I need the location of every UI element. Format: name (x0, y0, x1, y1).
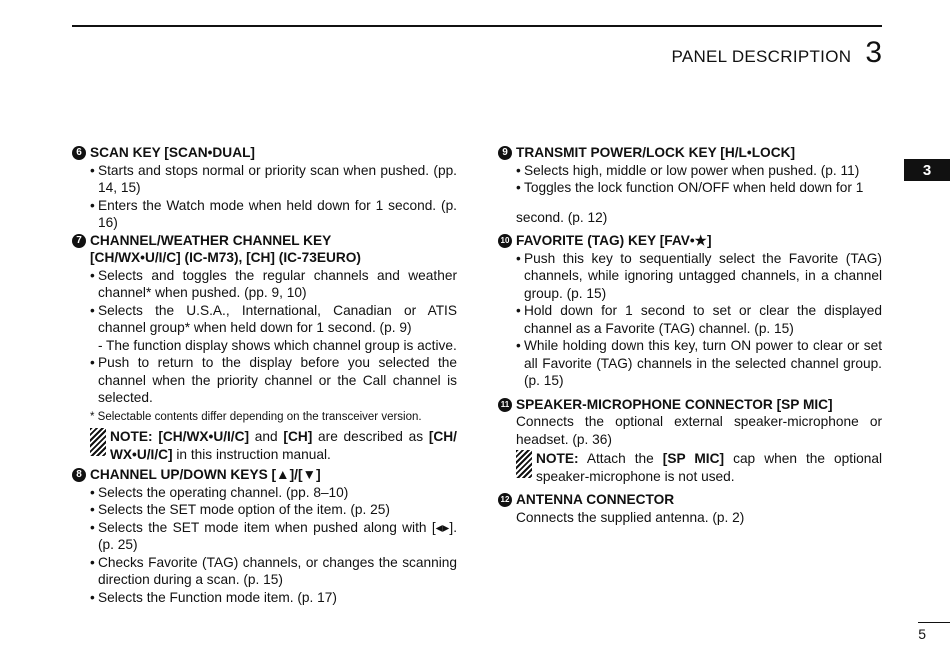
list-item: • Toggles the lock function ON/OFF when held down for 1 (516, 180, 864, 195)
note-block: NOTE: [CH/WX•U/I/C] and [CH] are described as [CH/ WX•U/I/C] in this instruction manual. (72, 428, 457, 463)
section-10-title: 10 FAVORITE (TAG) KEY [FAV•★] (498, 232, 882, 250)
section-6-title: 6 SCAN KEY [SCAN•DUAL] (72, 144, 457, 162)
section-9-title: 9 TRANSMIT POWER/LOCK KEY [H/L•LOCK] (498, 144, 882, 162)
section-7-title: 7 CHANNEL/WEATHER CHANNEL KEY (72, 232, 457, 250)
number-6-badge: 6 (72, 146, 86, 160)
section-12-text: Connects the supplied antenna. (p. 2) (516, 509, 745, 525)
note-icon (516, 450, 532, 478)
section-12-title: 12 ANTENNA CONNECTOR (498, 491, 882, 509)
chapter-number: 3 (865, 36, 882, 69)
page-number-rule (918, 622, 950, 623)
page-number: 5 (918, 626, 926, 642)
number-9-badge: 9 (498, 146, 512, 160)
number-12-badge: 12 (498, 493, 512, 507)
section-7-subtitle: [CH/WX•U/I/C] (IC-M73), [CH] (IC-73EURO) (90, 250, 361, 265)
top-rule (72, 25, 882, 27)
left-column (72, 144, 457, 606)
sub-item: - The function display shows which channel group is active. (98, 337, 457, 353)
list-item: • Selects the SET mode item when pushed along with [◂▸]. (p. 25) (90, 519, 457, 552)
list-item: • Selects the Function mode item. (p. 17) (90, 589, 337, 605)
list-item: • Selects high, middle or low power when pushed. (p. 11) (516, 162, 860, 178)
list-item-continuation: second. (p. 12) (516, 209, 608, 225)
list-item: • Hold down for 1 second to set or clear the displayed channel as a Favorite (TAG) channel. (p. 15) (516, 303, 882, 336)
right-column (498, 144, 882, 526)
note-icon (90, 428, 106, 456)
number-7-badge: 7 (72, 234, 86, 248)
number-8-badge: 8 (72, 468, 86, 482)
list-item: • Selects the SET mode option of the item. (p. 25) (90, 502, 390, 517)
section-title: PANEL DESCRIPTION (671, 47, 852, 66)
list-item: • Push this key to sequentially select the Favorite (TAG) channels, while ignoring untagged channels, in a channel group. (p. 15) (516, 250, 882, 301)
chapter-tab: 3 (904, 159, 950, 181)
note-block: NOTE: Attach the [SP MIC] cap when the optional speaker-microphone is not used. (498, 450, 882, 485)
list-item: • Selects the operating channel. (pp. 8–10) (90, 484, 349, 500)
list-item: • Checks Favorite (TAG) channels, or changes the scanning direction during a scan. (p. 15) (90, 554, 457, 587)
section-11-text: Connects the optional external speaker-microphone or headset. (p. 36) (516, 414, 882, 447)
number-11-badge: 11 (498, 398, 512, 412)
list-item: • Push to return to the display before you selected the channel when the priority channel or the Call channel is selected. (90, 355, 457, 405)
page-header (671, 36, 882, 70)
section-11-title: 11 SPEAKER-MICROPHONE CONNECTOR [SP MIC] (498, 396, 882, 414)
list-item: • While holding down this key, turn ON power to clear or set all Favorite (TAG) channels in the selected channel group. (p. 15) (516, 338, 882, 388)
number-10-badge: 10 (498, 234, 512, 248)
list-item: • Selects the U.S.A., International, Canadian or ATIS channel group* when held down for 1 second. (p. 9) (90, 302, 457, 335)
list-item: • Enters the Watch mode when held down for 1 second. (p. 16) (90, 197, 457, 230)
section-8-title: 8 CHANNEL UP/DOWN KEYS [▲]/[▼] (72, 466, 457, 484)
footnote: * Selectable contents differ depending on the transceiver version. (90, 410, 422, 423)
list-item: • Selects and toggles the regular channels and weather channel* when pushed. (pp. 9, 10) (90, 267, 457, 300)
list-item: • Starts and stops normal or priority scan when pushed. (pp. 14, 15) (90, 162, 457, 195)
